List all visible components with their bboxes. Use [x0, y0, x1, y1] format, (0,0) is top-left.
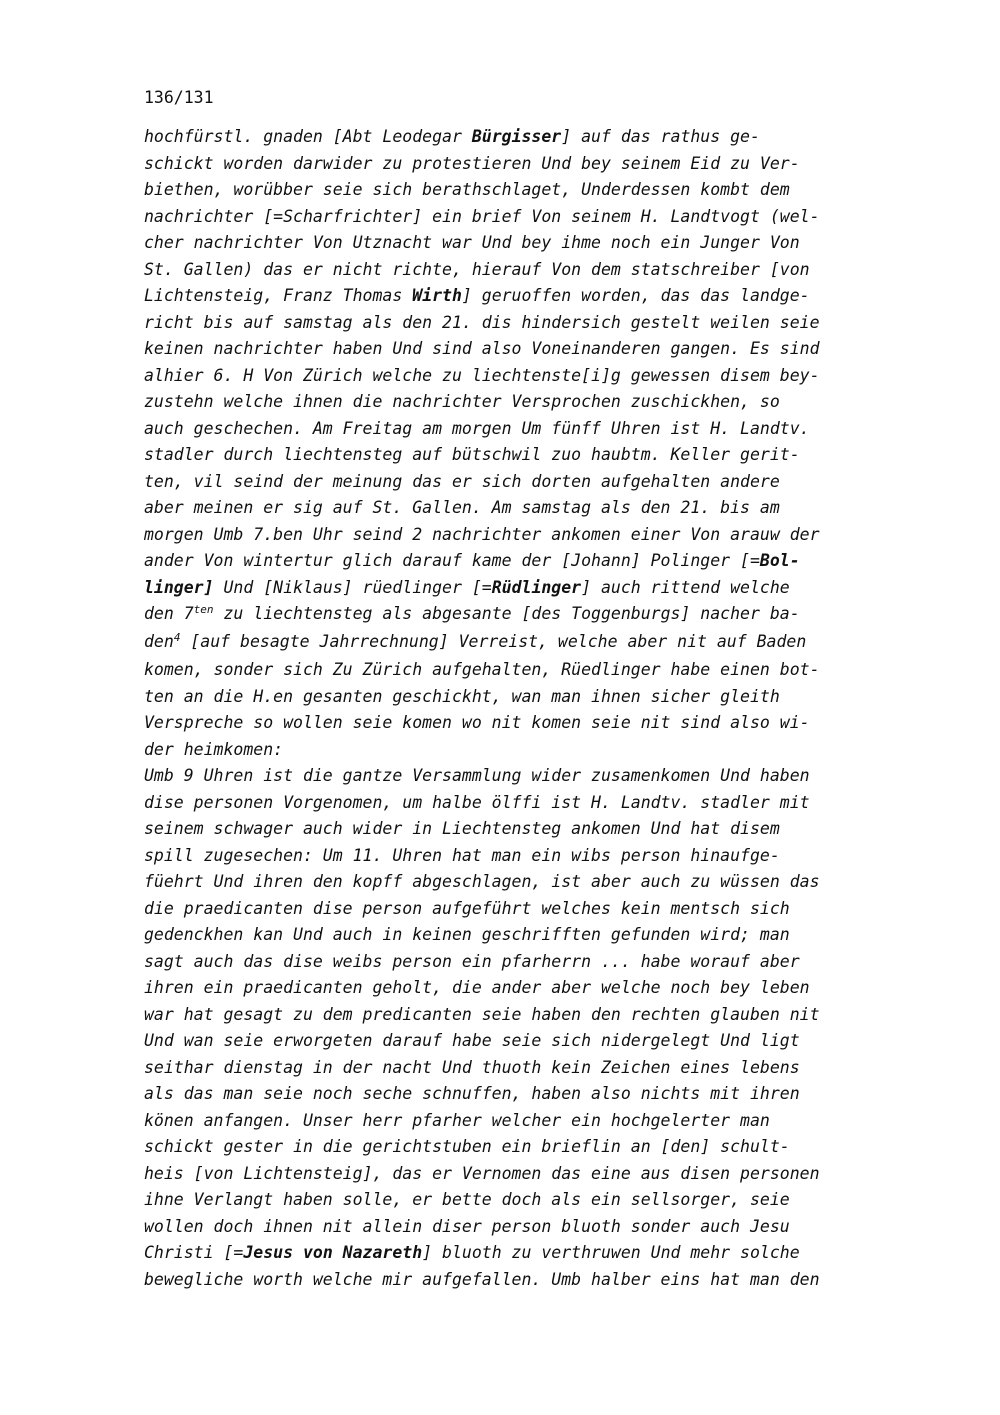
text-line: [144, 975, 914, 1002]
text-segment: stadler durch liechtensteg auf bütschwil zuo haubtm. Keller gerit-: [144, 445, 800, 464]
text-segment: auch geschechen. Am Freitag am morgen Um fünff Uhren ist H. Landtv.: [144, 418, 810, 438]
text-segment: sagt auch das dise weibs person ein pfarherrn ... habe worauf aber: [144, 951, 800, 971]
text-segment: den: [144, 632, 174, 651]
transcription-text: [144, 124, 914, 1293]
text-line: [144, 896, 914, 923]
text-segment: keinen nachrichter haben Und sind also Voneinanderen gangen. Es sind: [144, 339, 820, 358]
bold-name: Bürgisser: [471, 127, 562, 146]
text-segment: Christi [=: [144, 1243, 244, 1262]
text-line: [144, 1134, 914, 1161]
text-line: [144, 548, 914, 575]
text-line: [144, 495, 914, 522]
text-line: [144, 204, 914, 231]
text-segment: heis [von Lichtensteig], das er Vernomen das eine aus disen personen: [144, 1163, 820, 1183]
text-line: [144, 843, 914, 870]
text-segment: spill zugesechen: Um 11. Uhren hat man ein wibs person hinaufge-: [144, 845, 780, 865]
page-number: 136/131: [144, 88, 214, 107]
text-segment: St. Gallen) das er nicht richte, hierauf Von dem statschreiber [von: [144, 259, 810, 279]
text-line: [144, 416, 914, 443]
text-line: [144, 522, 914, 549]
text-line: [144, 151, 914, 178]
text-segment: aber meinen er sig auf St. Gallen. Am samstag als den 21. bis am: [144, 498, 780, 517]
text-line: [144, 816, 914, 843]
text-line: [144, 629, 914, 657]
text-segment: Verspreche so wollen seie komen wo nit komen seie nit sind also wi-: [144, 713, 810, 732]
text-segment: richt bis auf samstag als den 21. dis hindersich gestelt weilen seie: [144, 312, 820, 332]
text-segment: zustehn welche ihnen die nachrichter Versprochen zuschickhen, so: [144, 392, 780, 411]
text-line: [144, 1214, 914, 1241]
text-segment: Und wan seie erworgeten darauf habe seie sich nidergelegt Und ligt: [144, 1031, 800, 1050]
text-segment: bewegliche worth welche mir aufgefallen. Umb halber eins hat man den: [144, 1269, 820, 1289]
text-segment: komen, sonder sich Zu Zürich aufgehalten, Rüedlinger habe einen bot-: [144, 660, 820, 679]
text-line: [144, 1002, 914, 1029]
text-line: [144, 684, 914, 711]
text-line: [144, 601, 914, 629]
text-line: [144, 177, 914, 204]
text-segment: seithar dienstag in der nacht Und thuoth kein Zeichen eines lebens: [144, 1057, 800, 1077]
text-segment: schickt gester in die gerichtstuben ein brieflin an [den] schult-: [144, 1137, 790, 1156]
text-segment: zu liechtensteg als abgesante [des Toggenburgs] nacher ba-: [213, 604, 800, 623]
superscript-text: ten: [193, 602, 214, 616]
text-line: [144, 230, 914, 257]
text-line: [144, 657, 914, 684]
text-segment: ] geruoffen worden, das das landge-: [461, 286, 810, 305]
text-line: [144, 1187, 914, 1214]
text-line: [144, 575, 914, 602]
bold-name: Bol-: [759, 551, 800, 570]
text-segment: seinem schwager auch wider in Liechtensteg ankomen Und hat disem: [144, 819, 780, 838]
text-segment: ihne Verlangt haben solle, er bette doch als ein sellsorger, seie: [144, 1190, 790, 1209]
text-line: [144, 310, 914, 337]
text-line: [144, 949, 914, 976]
text-segment: Und [Niklaus] rüedlinger [=: [213, 577, 492, 597]
text-line: [144, 1240, 914, 1267]
text-segment: war hat gesagt zu dem predicanten seie haben den rechten glauben nit: [144, 1004, 820, 1024]
text-segment: wollen doch ihnen nit allein diser person bluoth sonder auch Jesu: [144, 1216, 790, 1236]
bold-name: Wirth: [412, 286, 462, 305]
bold-name: linger]: [144, 577, 214, 597]
text-segment: die praedicanten dise person aufgeführt welches kein mentsch sich: [144, 898, 790, 918]
text-segment: füehrt Und ihren den kopff abgeschlagen, ist aber auch zu wüssen das: [144, 872, 820, 891]
text-segment: als das man seie noch seche schnuffen, haben also nichts mit ihren: [144, 1084, 800, 1103]
text-line: [144, 1055, 914, 1082]
text-segment: ander Von wintertur glich darauf kame der [Johann] Polinger [=: [144, 551, 760, 570]
text-line: [144, 790, 914, 817]
text-segment: alhier 6. H Von Zürich welche zu liechtenste[i]g gewessen disem bey-: [144, 365, 820, 385]
text-line: [144, 442, 914, 469]
text-segment: [auf besagte Jahrrechnung] Verreist, welche aber nit auf Baden: [180, 632, 807, 651]
text-line: [144, 363, 914, 390]
text-segment: schickt worden darwider zu protestieren Und bey seinem Eid zu Ver-: [144, 153, 800, 173]
text-segment: hochfürstl. gnaden [Abt Leodegar: [144, 127, 472, 146]
text-segment: Umb 9 Uhren ist die gantze Versammlung wider zusamenkomen Und haben: [144, 766, 810, 785]
text-segment: ] bluoth zu verthruwen Und mehr solche: [422, 1243, 800, 1262]
text-segment: der heimkomen:: [144, 739, 284, 759]
text-segment: ihren ein praedicanten geholt, die ander aber welche noch bey leben: [144, 978, 810, 997]
text-line: [144, 1267, 914, 1294]
text-line: [144, 469, 914, 496]
text-line: [144, 283, 914, 310]
text-segment: nachrichter [=Scharfrichter] ein brief Von seinem H. Landtvogt (wel-: [144, 206, 820, 226]
text-segment: Lichtensteig, Franz Thomas: [144, 286, 413, 305]
text-segment: ] auf das rathus ge-: [561, 127, 760, 146]
text-line: [144, 1161, 914, 1188]
text-line: [144, 763, 914, 790]
text-line: [144, 737, 914, 764]
text-segment: biethen, worübber seie sich berathschlaget, Underdessen kombt dem: [144, 180, 790, 199]
text-segment: cher nachrichter Von Utznacht war Und bey ihme noch ein Junger Von: [144, 233, 800, 252]
bold-name: Jesus von Nazareth: [243, 1243, 423, 1262]
text-line: [144, 124, 914, 151]
text-segment: ten, vil seind der meinung das er sich dorten aufgehalten andere: [144, 471, 780, 491]
superscript-text: 4: [173, 630, 181, 644]
bold-name: Rüdlinger: [491, 577, 582, 597]
text-segment: morgen Umb 7.ben Uhr seind 2 nachrichter ankomen einer Von arauw der: [144, 524, 820, 544]
text-line: [144, 922, 914, 949]
text-line: [144, 710, 914, 737]
text-segment: ten an die H.en gesanten geschickht, wan man ihnen sicher gleith: [144, 686, 780, 706]
text-line: [144, 389, 914, 416]
text-segment: ] auch rittend welche: [581, 577, 790, 597]
text-line: [144, 257, 914, 284]
text-segment: gedenckhen kan Und auch in keinen geschrifften gefunden wird; man: [144, 925, 790, 944]
text-segment: dise personen Vorgenomen, um halbe ölffi ist H. Landtv. stadler mit: [144, 792, 810, 812]
text-line: [144, 1108, 914, 1135]
text-line: [144, 1028, 914, 1055]
text-segment: den 7: [144, 604, 194, 623]
text-line: [144, 336, 914, 363]
text-line: [144, 869, 914, 896]
text-line: [144, 1081, 914, 1108]
text-segment: könen anfangen. Unser herr pfarher welcher ein hochgelerter man: [144, 1110, 770, 1130]
